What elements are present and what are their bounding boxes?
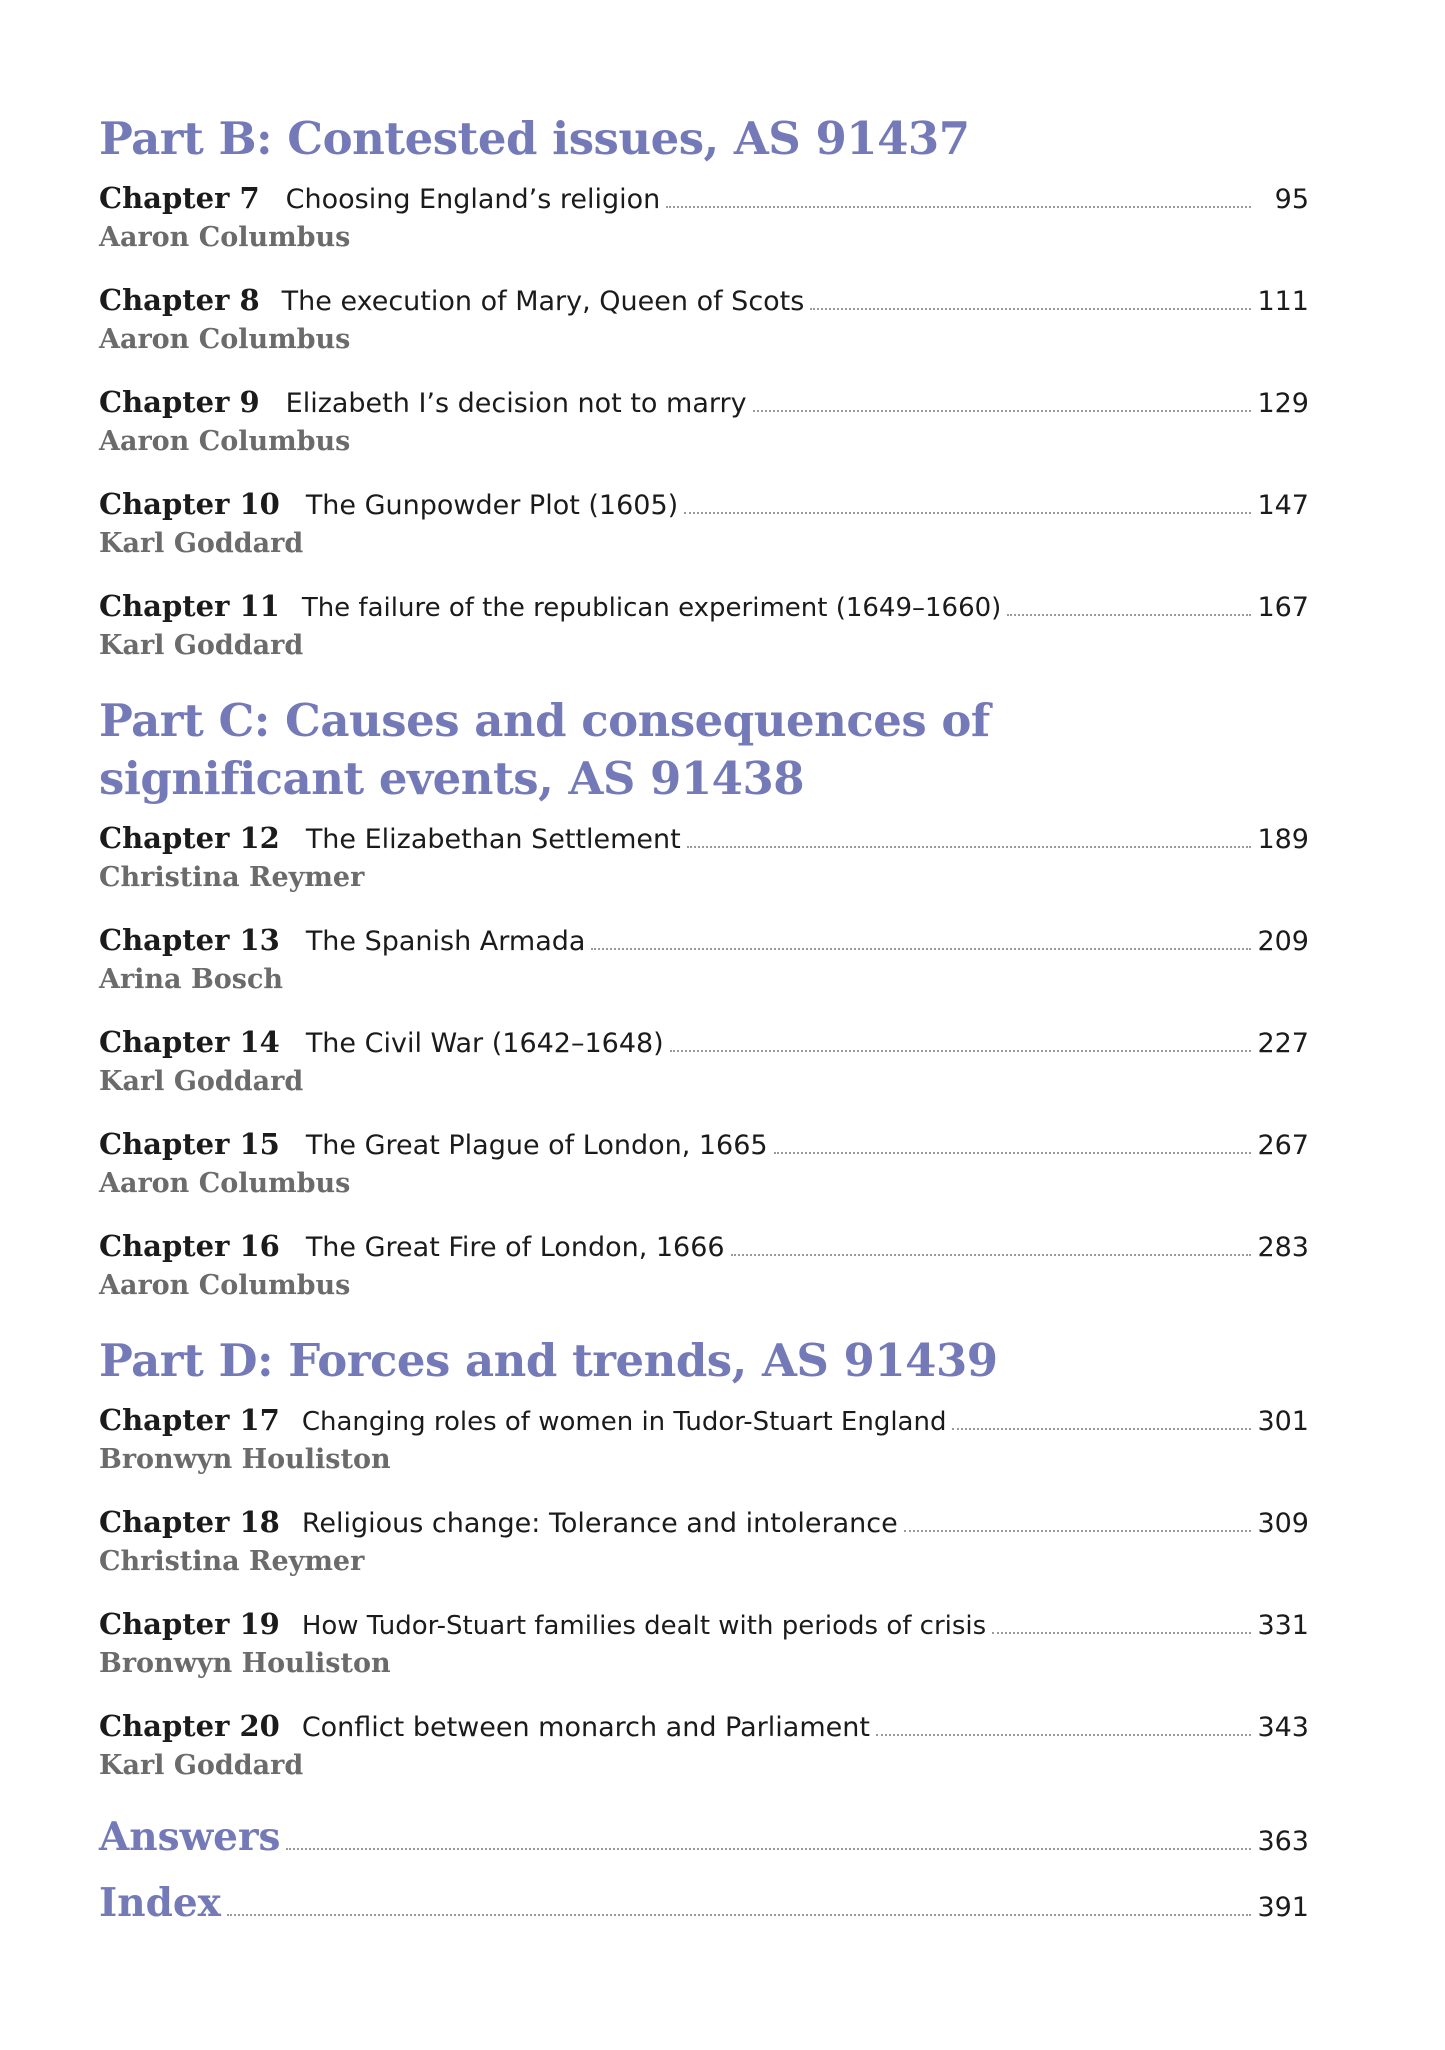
toc-entry[interactable] xyxy=(99,1502,1309,1580)
chapter-author: Karl Goddard xyxy=(99,1066,304,1097)
chapter-title[interactable]: The Great Plague of London, 1665 xyxy=(305,1130,768,1161)
chapter-author: Arina Bosch xyxy=(99,964,284,995)
part-heading: Part B: Contested issues, AS 91437 xyxy=(99,112,970,165)
dot-leader xyxy=(731,1254,1251,1256)
chapter-title[interactable]: Elizabeth I’s decision not to marry xyxy=(285,388,747,419)
chapter-author: Christina Reymer xyxy=(99,862,365,893)
chapter-label: Chapter 9 xyxy=(99,385,260,419)
chapter-label: Chapter 7 xyxy=(99,181,260,215)
part-heading: Part D: Forces and trends, AS 91439 xyxy=(99,1334,998,1387)
chapter-title[interactable]: How Tudor-Stuart families dealt with periods of crisis xyxy=(301,1611,987,1641)
toc-entry[interactable] xyxy=(99,1706,1309,1784)
chapter-author: Bronwyn Houliston xyxy=(99,1444,391,1475)
dot-leader xyxy=(670,1050,1251,1052)
part-section-d xyxy=(99,1332,1309,1784)
page-number: 129 xyxy=(1257,388,1309,419)
chapter-title[interactable]: The Great Fire of London, 1666 xyxy=(305,1232,725,1263)
chapter-author: Aaron Columbus xyxy=(99,324,351,355)
chapter-title[interactable]: Conflict between monarch and Parliament xyxy=(301,1712,870,1743)
table-of-contents xyxy=(99,110,1309,1940)
part-section-c xyxy=(99,692,1309,1304)
index-label[interactable]: Index xyxy=(99,1880,221,1926)
dot-leader xyxy=(227,1914,1251,1916)
chapter-label: Chapter 19 xyxy=(99,1607,280,1641)
chapter-label: Chapter 17 xyxy=(99,1403,280,1437)
toc-entry[interactable] xyxy=(99,818,1309,896)
chapter-author: Karl Goddard xyxy=(99,1750,304,1781)
chapter-author: Christina Reymer xyxy=(99,1546,365,1577)
chapter-label: Chapter 16 xyxy=(99,1229,280,1263)
toc-entry[interactable] xyxy=(99,1400,1309,1478)
dot-leader xyxy=(810,308,1251,310)
chapter-author: Karl Goddard xyxy=(99,630,304,661)
part-section-b xyxy=(99,110,1309,664)
toc-entry[interactable] xyxy=(99,382,1309,460)
page-number: 147 xyxy=(1257,490,1309,521)
chapter-author: Aaron Columbus xyxy=(99,1168,351,1199)
chapter-title[interactable]: The Spanish Armada xyxy=(305,926,586,957)
chapter-label: Chapter 11 xyxy=(99,589,280,623)
dot-leader xyxy=(687,846,1251,848)
page-number: 227 xyxy=(1257,1028,1309,1059)
toc-entry[interactable] xyxy=(99,280,1309,358)
page-number: 363 xyxy=(1257,1826,1309,1857)
chapter-title[interactable]: The Civil War (1642–1648) xyxy=(305,1028,664,1059)
chapter-label: Chapter 18 xyxy=(99,1505,280,1539)
dot-leader xyxy=(666,206,1251,208)
chapter-author: Aaron Columbus xyxy=(99,426,351,457)
toc-entry[interactable] xyxy=(99,1226,1309,1304)
page-number: 209 xyxy=(1257,926,1309,957)
chapter-label: Chapter 13 xyxy=(99,923,280,957)
dot-leader xyxy=(992,1632,1251,1634)
dot-leader xyxy=(591,948,1251,950)
chapter-author: Aaron Columbus xyxy=(99,1270,351,1301)
page-number: 167 xyxy=(1257,592,1309,623)
dot-leader xyxy=(684,512,1251,514)
page-number: 331 xyxy=(1257,1610,1309,1641)
chapter-label: Chapter 12 xyxy=(99,821,280,855)
dot-leader xyxy=(1007,614,1251,616)
dot-leader xyxy=(952,1428,1251,1430)
chapter-title[interactable]: The execution of Mary, Queen of Scots xyxy=(281,286,805,317)
page-number: 267 xyxy=(1257,1130,1309,1161)
part-heading: Part C: Causes and consequences of significant events, AS 91438 xyxy=(99,694,990,805)
chapter-author: Karl Goddard xyxy=(99,528,304,559)
toc-entry[interactable] xyxy=(99,586,1309,664)
page-number: 343 xyxy=(1257,1712,1309,1743)
toc-entry[interactable] xyxy=(99,484,1309,562)
page-number: 391 xyxy=(1257,1892,1309,1923)
page-number: 309 xyxy=(1257,1508,1309,1539)
chapter-title[interactable]: The Gunpowder Plot (1605) xyxy=(305,490,679,521)
dot-leader xyxy=(753,410,1251,412)
chapter-author: Bronwyn Houliston xyxy=(99,1648,391,1679)
chapter-label: Chapter 8 xyxy=(99,283,260,317)
toc-index-entry[interactable] xyxy=(99,1874,1309,1932)
page-number: 283 xyxy=(1257,1232,1309,1263)
chapter-label: Chapter 15 xyxy=(99,1127,280,1161)
chapter-title[interactable]: The Elizabethan Settlement xyxy=(305,824,681,855)
toc-entry[interactable] xyxy=(99,920,1309,998)
chapter-author: Aaron Columbus xyxy=(99,222,351,253)
chapter-label: Chapter 10 xyxy=(99,487,280,521)
chapter-title[interactable]: Changing roles of women in Tudor-Stuart England xyxy=(301,1407,947,1437)
chapter-label: Chapter 20 xyxy=(99,1709,280,1743)
page-number: 95 xyxy=(1274,184,1309,215)
dot-leader xyxy=(774,1152,1251,1154)
answers-label[interactable]: Answers xyxy=(99,1814,281,1860)
dot-leader xyxy=(904,1530,1251,1532)
dot-leader xyxy=(286,1848,1251,1850)
page-number: 111 xyxy=(1257,286,1309,317)
chapter-title[interactable]: Choosing England’s religion xyxy=(285,184,661,215)
chapter-title[interactable]: The failure of the republican experiment (1649–1660) xyxy=(301,593,1002,623)
page-number: 301 xyxy=(1257,1406,1309,1437)
toc-entry[interactable] xyxy=(99,1124,1309,1202)
dot-leader xyxy=(876,1734,1251,1736)
chapter-title[interactable]: Religious change: Tolerance and intolerance xyxy=(301,1508,898,1539)
chapter-label: Chapter 14 xyxy=(99,1025,280,1059)
toc-answers-entry[interactable] xyxy=(99,1808,1309,1866)
toc-entry[interactable] xyxy=(99,1022,1309,1100)
page-number: 189 xyxy=(1257,824,1309,855)
toc-entry[interactable] xyxy=(99,1604,1309,1682)
toc-entry[interactable] xyxy=(99,178,1309,256)
